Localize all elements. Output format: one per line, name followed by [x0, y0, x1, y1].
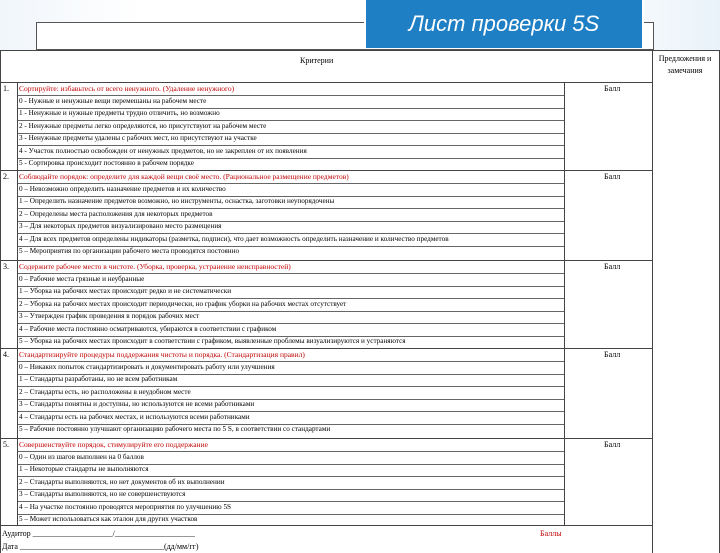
criteria-item: 5 – Мероприятия по организации рабочего места проводятся постоянно	[19, 247, 240, 255]
criteria-item: 3 – Стандарты выполняются, но не совершенствуются	[19, 490, 186, 499]
criteria-item: 0 – Один из шагов выполнен на 0 баллов	[19, 453, 144, 461]
criteria-item: 2 – Стандарты есть, но расположены в неудобном месте	[19, 387, 191, 396]
remarks-header-line2: замечания	[667, 66, 703, 75]
section-number: 2.	[3, 172, 9, 181]
criteria-item: 1 - Ненужные и нужные предметы трудно отличить, но возможно	[19, 109, 220, 118]
table-border-top	[0, 50, 720, 51]
criteria-item: 4 – На участке постоянно проводятся мероприятия по улучшению 5S	[19, 502, 232, 511]
section-number: 1.	[3, 84, 9, 93]
section-title: Совершенствуйте порядок, стимулируйте его поддержание	[19, 440, 208, 449]
number-column-border	[17, 82, 18, 525]
criteria-item: 4 - Участок полностью освобожден от ненужных предметов, но не закреплен от их появления	[19, 146, 307, 155]
criteria-item: 1 – Стандарты разработаны, но не всем работникам	[19, 375, 178, 384]
slide-title: Лист проверки 5S	[364, 0, 644, 48]
remarks-header	[650, 53, 720, 77]
criteria-item: 4 – Рабочие места постоянно осматриваются, убираются в соответствии с графиком	[19, 324, 277, 333]
section-title: Стандартизируйте процедуры поддержания чистоты и порядка. (Стандартизация правил)	[19, 350, 305, 359]
criteria-item: 5 – Уборка на рабочих местах происходит в соответствии с графиком, выявленные проблемы визуализируются и устраняются	[19, 337, 406, 345]
section-separator	[0, 438, 652, 439]
remarks-header-line1: Предложения и	[658, 54, 712, 63]
footer-separator	[0, 525, 652, 526]
criteria-item: 4 – Стандарты есть на рабочих местах, и используются всеми работниками	[19, 412, 250, 421]
criteria-item: 3 – Для некоторых предметов визуализировано место размещения	[19, 222, 222, 231]
criteria-item: 0 – Невозможно определить назначение предметов и их количество	[19, 185, 226, 193]
section-separator	[0, 170, 652, 171]
section-number: 5.	[3, 440, 9, 449]
criteria-item: 5 – Может использоваться как эталон для других участков	[19, 515, 198, 523]
criteria-item: 2 – Уборка на рабочих местах происходит периодически, но график уборки на рабочих местах отсутствует	[19, 299, 347, 308]
criteria-item: 5 - Сортировка происходит постоянно в рабочем порядке	[19, 159, 194, 167]
criteria-item: 1 – Уборка на рабочих местах происходит редко и не систематически	[19, 287, 232, 296]
table-border-left	[0, 50, 1, 553]
section-separator	[0, 260, 652, 261]
date-line: Дата ____________________________________(дд/мм/гг)	[2, 542, 199, 551]
section-title: Соблюдайте порядок: определите для каждой вещи своё место. (Рациональное размещение предметов)	[19, 172, 349, 181]
criteria-item: 0 – Рабочие места грязные и неубранные	[19, 275, 145, 283]
criteria-item: 2 – Стандарты выполняются, но нет документов об их выполнении	[19, 477, 225, 486]
scores-label: Баллы	[540, 529, 562, 538]
section-separator	[0, 348, 652, 349]
criteria-header: Критерии	[300, 56, 334, 65]
score-label: Балл	[604, 350, 621, 359]
criteria-item: 2 – Определены места расположения для некоторых предметов	[19, 209, 213, 218]
criteria-item: 3 – Стандарты понятны и доступны, но используются не всеми работниками	[19, 400, 255, 409]
criteria-item: 2 - Ненужные предметы легко определяются, но присутствуют на рабочем месте	[19, 121, 267, 130]
score-label: Балл	[604, 172, 621, 181]
score-label: Балл	[604, 84, 621, 93]
section-number: 4.	[3, 350, 9, 359]
auditor-line: Аудитор ____________________/____________________	[2, 529, 195, 538]
score-label: Балл	[604, 440, 621, 449]
criteria-item: 3 – Утвержден график проведения в порядок рабочих мест	[19, 312, 200, 321]
table-border-remarks	[652, 50, 653, 553]
criteria-item: 5 – Рабочие постоянно улучшают организацию рабочего места по 5 S, в соответствии со стандартами	[19, 425, 331, 433]
score-label: Балл	[604, 262, 621, 271]
criteria-item: 0 - Нужные и ненужные вещи перемешаны на рабочем месте	[19, 97, 207, 105]
criteria-item: 0 – Никаких попыток стандартизировать и документировать работу или улучшения	[19, 363, 275, 371]
criteria-item: 4 – Для всех предметов определены индикаторы (разметка, подписи), что дает возможность определить назначение и количество предметов	[19, 234, 449, 243]
section-title: Содержите рабочее место в чистоте. (Уборка, проверка, устранение неисправностей)	[19, 262, 291, 271]
section-title: Сортируйте: избавьтесь от всего ненужного. (Удаление ненужного)	[19, 84, 235, 93]
criteria-item: 1 – Определить назначение предметов возможно, но инструменты, оснастка, заготовки неупорядочены	[19, 197, 335, 206]
criteria-item: 1 – Некоторые стандарты не выполняются	[19, 465, 149, 474]
criteria-item: 3 - Ненужные предметы удалены с рабочих мест, но присутствуют на участке	[19, 134, 257, 143]
section-number: 3.	[3, 262, 9, 271]
